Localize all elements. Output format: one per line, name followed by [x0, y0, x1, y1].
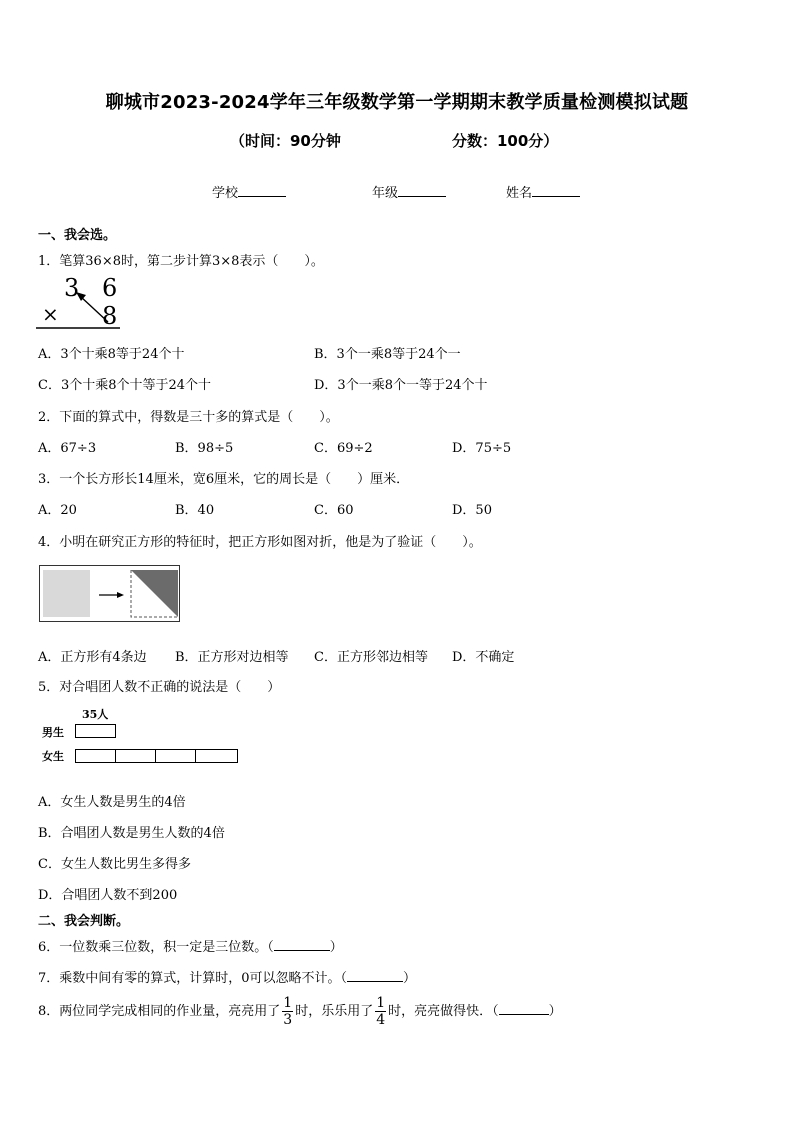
- grade-blank[interactable]: [398, 184, 446, 197]
- girls-bar-segment: [76, 750, 116, 763]
- q3-option-b[interactable]: B．40: [175, 503, 215, 518]
- question-8-text-b: 时，乐乐用了: [295, 1004, 374, 1019]
- school-blank[interactable]: [238, 184, 286, 197]
- q6-answer-blank[interactable]: [274, 938, 330, 951]
- arrow-icon: [36, 274, 122, 332]
- q2-option-b[interactable]: B．98÷5: [175, 441, 234, 456]
- section-2-title: 二、我会判断。: [38, 914, 130, 929]
- question-7-end: ）: [403, 971, 417, 986]
- square-shape: [43, 570, 90, 617]
- fold-arrow-head: [117, 592, 124, 598]
- choir-bar-figure: [38, 706, 248, 768]
- boys-count-label: 35人: [82, 708, 109, 721]
- name-blank[interactable]: [532, 184, 580, 197]
- q8-answer-blank[interactable]: [499, 1002, 549, 1015]
- question-2: 2．下面的算式中，得数是三十多的算式是（ ）。: [38, 410, 339, 425]
- question-8-text-a: 8．两位同学完成相同的作业量，亮亮用了: [38, 1004, 281, 1019]
- exam-title: 聊城市2023-2024学年三年级数学第一学期期末教学质量检测模拟试题: [105, 92, 689, 113]
- question-7-text: 7．乘数中间有零的算式，计算时，0可以忽略不计。（: [38, 971, 348, 986]
- q5-option-b[interactable]: B．合唱团人数是男生人数的4倍: [38, 826, 225, 841]
- q5-option-a[interactable]: A．女生人数是男生的4倍: [38, 795, 186, 810]
- q4-option-d[interactable]: D．不确定: [452, 650, 515, 665]
- digit-8: 8: [102, 302, 118, 330]
- school-field[interactable]: [212, 182, 286, 201]
- boys-bar: [76, 725, 116, 738]
- times-sign: ×: [42, 302, 59, 326]
- q2-option-c[interactable]: C．69÷2: [314, 441, 373, 456]
- square-fold-figure: [39, 565, 180, 622]
- q1-option-b[interactable]: B．3个一乘8等于24个一: [314, 347, 461, 362]
- girls-bar-segment: [156, 750, 196, 763]
- fraction-one-third: [282, 996, 293, 1027]
- digit-6: 6: [102, 274, 118, 302]
- girls-bar-segment: [116, 750, 156, 763]
- section-1-title: 一、我会选。: [38, 228, 117, 243]
- digit-3: 3: [64, 274, 80, 302]
- folded-triangle: [131, 570, 178, 617]
- q2-option-d[interactable]: D．75÷5: [452, 441, 512, 456]
- exam-time: （时间：90分钟: [230, 132, 341, 150]
- q3-option-d[interactable]: D．50: [452, 503, 492, 518]
- boys-label: 男生: [42, 726, 64, 739]
- question-8-text-c: 时，亮亮做得快．（: [388, 1004, 499, 1019]
- q7-answer-blank[interactable]: [347, 969, 403, 982]
- question-4: 4．小明在研究正方形的特征时，把正方形如图对折，他是为了验证（ ）。: [38, 535, 482, 550]
- question-8: [38, 995, 562, 1029]
- question-3: 3．一个长方形长14厘米，宽6厘米，它的周长是（ ）厘米．: [38, 472, 410, 487]
- q4-option-c[interactable]: C．正方形邻边相等: [314, 650, 428, 665]
- fold-diagram: [40, 566, 181, 623]
- girls-bar-segment: [196, 750, 238, 763]
- q5-option-d[interactable]: D．合唱团人数不到200: [38, 888, 178, 903]
- fraction-denominator: 3: [283, 1012, 293, 1028]
- question-6-text: 6．一位数乘三位数，积一定是三位数。（: [38, 940, 274, 955]
- fraction-numerator: 1: [376, 995, 386, 1011]
- bar-diagram: [38, 706, 248, 768]
- question-8-end: ）: [548, 1004, 562, 1019]
- exam-score: 分数：100分）: [452, 132, 559, 150]
- q5-option-c[interactable]: C．女生人数比男生多得多: [38, 857, 191, 872]
- grade-label: 年级: [372, 186, 399, 201]
- q1-option-d[interactable]: D．3个一乘8个一等于24个十: [314, 378, 488, 393]
- q2-option-a[interactable]: A．67÷3: [38, 441, 97, 456]
- fraction-one-quarter: [375, 996, 386, 1027]
- multiplication-figure: [36, 274, 122, 332]
- question-6: [38, 936, 343, 955]
- q4-option-a[interactable]: A．正方形有4条边: [38, 650, 147, 665]
- fraction-denominator: 4: [376, 1012, 386, 1028]
- name-label: 姓名: [506, 186, 533, 201]
- q1-option-c[interactable]: C．3个十乘8个十等于24个十: [38, 378, 212, 393]
- q4-option-b[interactable]: B．正方形对边相等: [175, 650, 289, 665]
- question-1: 1．笔算36×8时，第二步计算3×8表示（ ）。: [38, 254, 324, 269]
- girls-label: 女生: [42, 750, 64, 763]
- question-7: [38, 967, 416, 986]
- q3-option-a[interactable]: A．20: [38, 503, 77, 518]
- school-label: 学校: [212, 186, 239, 201]
- name-field[interactable]: [506, 182, 580, 201]
- q3-option-c[interactable]: C．60: [314, 503, 354, 518]
- q1-option-a[interactable]: A．3个十乘8等于24个十: [38, 347, 185, 362]
- fraction-numerator: 1: [283, 995, 293, 1011]
- grade-field[interactable]: [372, 182, 446, 201]
- question-5: 5．对合唱团人数不正确的说法是（ ）: [38, 680, 281, 695]
- question-6-end: ）: [329, 940, 343, 955]
